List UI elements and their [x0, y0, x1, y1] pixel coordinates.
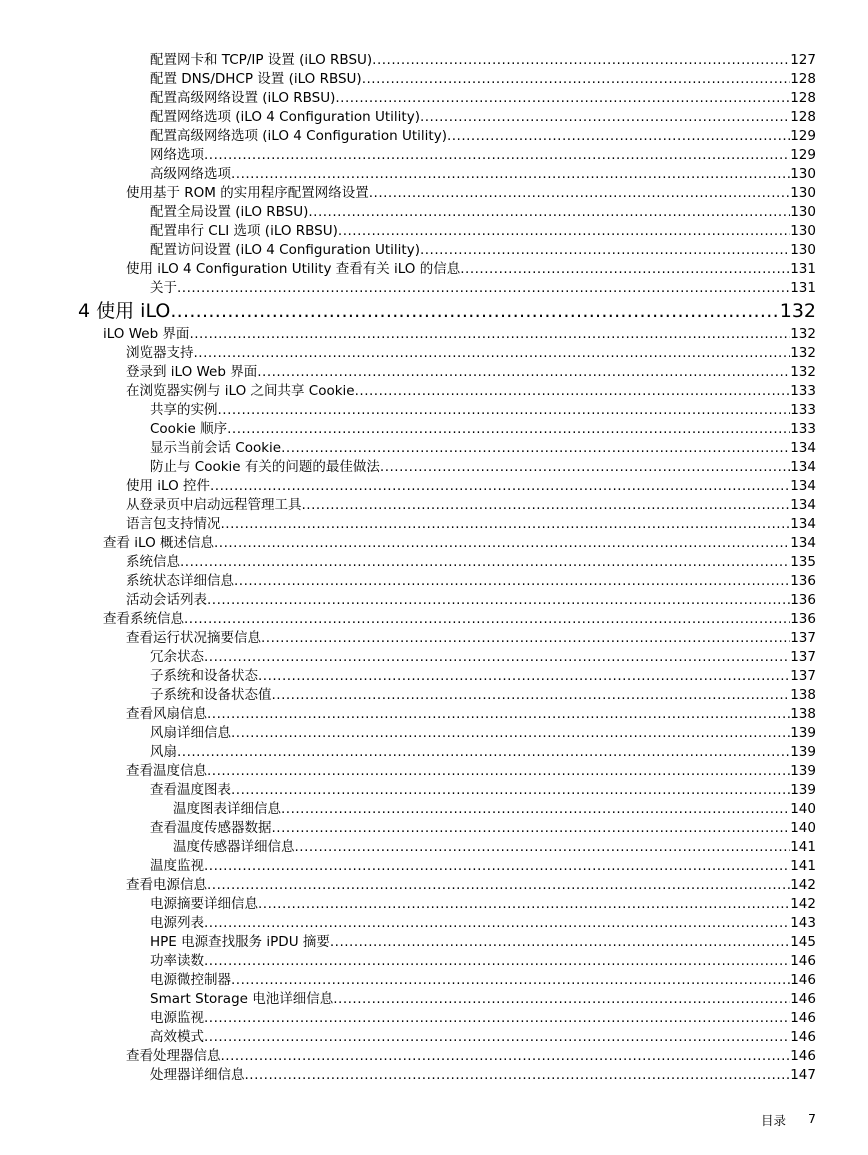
toc-entry-title: 查看温度图表: [150, 782, 231, 798]
toc-entry[interactable]: [0, 279, 868, 298]
toc-leader-dots: [214, 534, 790, 553]
toc-entry-title: 查看温度传感器数据: [150, 820, 272, 836]
toc-entry-page: 130: [790, 223, 816, 239]
toc-entry-title: 子系统和设备状态值: [150, 687, 272, 703]
toc-entry[interactable]: [0, 108, 868, 127]
page-footer: [761, 1111, 816, 1129]
table-of-contents: [0, 51, 868, 1085]
toc-entry-title: 处理器详细信息: [150, 1067, 245, 1083]
toc-leader-dots: [204, 1028, 790, 1047]
toc-entry-title: 浏览器支持: [126, 345, 194, 361]
toc-entry[interactable]: [0, 667, 868, 686]
toc-entry-page: 134: [790, 440, 816, 456]
toc-entry-page: 143: [790, 915, 816, 931]
toc-entry[interactable]: [0, 857, 868, 876]
toc-entry-page: 139: [790, 782, 816, 798]
toc-entry[interactable]: [0, 610, 868, 629]
toc-entry-page: 129: [790, 147, 816, 163]
toc-leader-dots: [204, 1009, 790, 1028]
toc-entry-page: 141: [790, 858, 816, 874]
toc-entry[interactable]: [0, 420, 868, 439]
toc-entry-title: 查看运行状况摘要信息: [126, 630, 261, 646]
toc-leader-dots: [231, 165, 790, 184]
toc-leader-dots: [420, 108, 790, 127]
toc-leader-dots: [330, 933, 790, 952]
toc-entry-page: 130: [790, 242, 816, 258]
toc-entry[interactable]: [0, 971, 868, 990]
toc-entry-page: 134: [790, 516, 816, 532]
toc-entry[interactable]: [0, 241, 868, 260]
toc-entry-page: 146: [790, 1029, 816, 1045]
toc-leader-dots: [210, 477, 790, 496]
toc-entry-title: 配置网卡和 TCP/IP 设置 (iLO RBSU): [150, 52, 373, 68]
toc-entry-title: 系统信息: [126, 554, 180, 570]
toc-entry-title: 冗余状态: [150, 649, 204, 665]
toc-entry[interactable]: [0, 952, 868, 971]
toc-entry-page: 128: [790, 71, 816, 87]
toc-leader-dots: [272, 686, 791, 705]
toc-entry-title: 活动会话列表: [126, 592, 207, 608]
toc-entry-page: 140: [790, 820, 816, 836]
toc-entry[interactable]: [0, 165, 868, 184]
toc-entry-page: 147: [790, 1067, 816, 1083]
toc-entry[interactable]: [0, 1009, 868, 1028]
toc-leader-dots: [335, 89, 790, 108]
toc-entry-page: 138: [790, 687, 816, 703]
toc-leader-dots: [189, 325, 790, 344]
toc-entry-title: 高效模式: [150, 1029, 204, 1045]
toc-leader-dots: [245, 1066, 791, 1085]
toc-entry-title: 关于: [150, 280, 177, 296]
toc-leader-dots: [372, 51, 790, 70]
toc-entry-title: 查看风扇信息: [126, 706, 207, 722]
toc-entry[interactable]: [0, 553, 868, 572]
toc-leader-dots: [362, 70, 791, 89]
toc-entry[interactable]: [0, 534, 868, 553]
toc-entry[interactable]: [0, 686, 868, 705]
toc-entry[interactable]: [0, 819, 868, 838]
toc-leader-dots: [221, 1047, 791, 1066]
toc-entry-title: 共享的实例: [150, 402, 218, 418]
toc-entry[interactable]: [0, 222, 868, 241]
toc-entry[interactable]: [0, 648, 868, 667]
toc-entry-title: 配置全局设置 (iLO RBSU): [150, 204, 309, 220]
toc-entry[interactable]: [0, 184, 868, 203]
toc-entry-page: 133: [790, 383, 816, 399]
toc-leader-dots: [355, 382, 791, 401]
toc-entry[interactable]: [0, 382, 868, 401]
toc-entry-page: 136: [790, 573, 816, 589]
toc-leader-dots: [231, 971, 790, 990]
toc-leader-dots: [295, 838, 791, 857]
toc-entry-page: 134: [790, 497, 816, 513]
toc-entry-page: 137: [790, 668, 816, 684]
toc-entry-title: 温度图表详细信息: [173, 801, 281, 817]
toc-entry-page: 142: [790, 896, 816, 912]
toc-leader-dots: [302, 496, 791, 515]
toc-entry-page: 134: [790, 459, 816, 475]
toc-leader-dots: [184, 610, 790, 629]
toc-entry[interactable]: [0, 876, 868, 895]
toc-entry[interactable]: [0, 51, 868, 70]
toc-entry-page: 129: [790, 128, 816, 144]
toc-entry[interactable]: [0, 127, 868, 146]
toc-leader-dots: [207, 876, 790, 895]
toc-entry-page: 128: [790, 90, 816, 106]
toc-entry-title: 显示当前会话 Cookie: [150, 440, 282, 456]
toc-entry-title: 功率读数: [150, 953, 204, 969]
toc-leader-dots: [420, 241, 790, 260]
toc-leader-dots: [369, 184, 790, 203]
toc-entry-page: 139: [790, 744, 816, 760]
toc-entry[interactable]: [0, 1066, 868, 1085]
toc-entry[interactable]: [0, 572, 868, 591]
toc-entry-title: 查看温度信息: [126, 763, 207, 779]
toc-entry[interactable]: [0, 838, 868, 857]
toc-entry-title: 风扇: [150, 744, 177, 760]
footer-section-label: 目录: [761, 1113, 787, 1128]
toc-entry-page: 146: [790, 991, 816, 1007]
toc-entry[interactable]: [0, 344, 868, 363]
toc-entry-title: 4 使用 iLO: [78, 300, 171, 322]
toc-leader-dots: [227, 420, 790, 439]
toc-entry-title: 配置高级网络选项 (iLO 4 Configuration Utility): [150, 128, 447, 144]
toc-entry-title: 配置串行 CLI 选项 (iLO RBSU): [150, 223, 338, 239]
toc-entry-page: 146: [790, 1010, 816, 1026]
toc-leader-dots: [258, 895, 790, 914]
toc-entry-page: 135: [790, 554, 816, 570]
toc-entry[interactable]: [0, 591, 868, 610]
toc-leader-dots: [204, 914, 790, 933]
toc-entry-page: 132: [790, 345, 816, 361]
toc-entry[interactable]: [0, 70, 868, 89]
toc-entry[interactable]: [0, 325, 868, 344]
toc-entry[interactable]: [0, 1047, 868, 1066]
toc-leader-dots: [447, 127, 790, 146]
toc-leader-dots: [333, 990, 790, 1009]
toc-entry[interactable]: [0, 705, 868, 724]
toc-entry[interactable]: [0, 515, 868, 534]
toc-entry-title: 风扇详细信息: [150, 725, 231, 741]
toc-leader-dots: [281, 800, 790, 819]
toc-chapter-entry[interactable]: [0, 300, 868, 323]
toc-entry-page: 146: [790, 953, 816, 969]
toc-leader-dots: [231, 724, 790, 743]
toc-entry-page: 139: [790, 763, 816, 779]
toc-entry-title: 使用基于 ROM 的实用程序配置网络设置: [126, 185, 369, 201]
toc-leader-dots: [194, 344, 791, 363]
toc-leader-dots: [272, 819, 791, 838]
toc-entry[interactable]: [0, 743, 868, 762]
toc-entry-page: 137: [790, 630, 816, 646]
toc-entry[interactable]: [0, 895, 868, 914]
toc-leader-dots: [221, 515, 791, 534]
toc-leader-dots: [231, 781, 790, 800]
toc-entry[interactable]: [0, 914, 868, 933]
toc-entry-title: 在浏览器实例与 iLO 之间共享 Cookie: [126, 383, 355, 399]
toc-entry-title: 温度监视: [150, 858, 204, 874]
toc-entry-page: 134: [790, 478, 816, 494]
toc-entry-title: 使用 iLO 4 Configuration Utility 查看有关 iLO 的信息: [126, 261, 461, 277]
toc-entry-title: 高级网络选项: [150, 166, 231, 182]
toc-entry-title: 防止与 Cookie 有关的问题的最佳做法: [150, 459, 380, 475]
toc-entry-title: HPE 电源查找服务 iPDU 摘要: [150, 934, 330, 950]
toc-entry-title: 从登录页中启动远程管理工具: [126, 497, 302, 513]
toc-entry[interactable]: [0, 933, 868, 952]
toc-entry-page: 131: [790, 261, 816, 277]
toc-entry[interactable]: [0, 990, 868, 1009]
toc-entry-title: 登录到 iLO Web 界面: [126, 364, 258, 380]
toc-entry-page: 137: [790, 649, 816, 665]
toc-leader-dots: [177, 279, 790, 298]
toc-entry-title: Smart Storage 电池详细信息: [150, 991, 334, 1007]
toc-entry-page: 132: [779, 300, 816, 322]
toc-entry[interactable]: [0, 762, 868, 781]
toc-entry[interactable]: [0, 800, 868, 819]
toc-leader-dots: [177, 743, 790, 762]
toc-entry-title: 查看电源信息: [126, 877, 207, 893]
toc-entry[interactable]: [0, 401, 868, 420]
toc-entry-page: 130: [790, 166, 816, 182]
toc-leader-dots: [338, 222, 790, 241]
toc-entry-title: 电源列表: [150, 915, 204, 931]
toc-leader-dots: [207, 591, 790, 610]
toc-entry[interactable]: [0, 496, 868, 515]
toc-entry[interactable]: [0, 146, 868, 165]
toc-entry-page: 127: [790, 52, 816, 68]
toc-entry-page: 141: [790, 839, 816, 855]
toc-entry-title: 配置 DNS/DHCP 设置 (iLO RBSU): [150, 71, 362, 87]
toc-entry-title: 配置网络选项 (iLO 4 Configuration Utility): [150, 109, 420, 125]
toc-entry-page: 134: [790, 535, 816, 551]
toc-entry-page: 132: [790, 326, 816, 342]
toc-entry-title: Cookie 顺序: [150, 421, 228, 437]
toc-leader-dots: [204, 648, 790, 667]
toc-entry[interactable]: [0, 203, 868, 222]
toc-entry-title: 查看 iLO 概述信息: [103, 535, 214, 551]
toc-leader-dots: [207, 705, 790, 724]
toc-entry-page: 131: [790, 280, 816, 296]
toc-entry-title: 电源监视: [150, 1010, 204, 1026]
toc-entry-page: 136: [790, 592, 816, 608]
toc-entry-page: 138: [790, 706, 816, 722]
toc-entry[interactable]: [0, 458, 868, 477]
toc-entry-page: 145: [790, 934, 816, 950]
toc-leader-dots: [204, 857, 790, 876]
footer-page-number: 7: [808, 1111, 816, 1126]
toc-entry[interactable]: [0, 1028, 868, 1047]
toc-entry[interactable]: [0, 629, 868, 648]
toc-entry-title: 温度传感器详细信息: [173, 839, 295, 855]
toc-entry-page: 140: [790, 801, 816, 817]
toc-entry-page: 146: [790, 1048, 816, 1064]
toc-entry-page: 139: [790, 725, 816, 741]
toc-leader-dots: [258, 667, 790, 686]
toc-entry[interactable]: [0, 781, 868, 800]
toc-entry-page: 132: [790, 364, 816, 380]
toc-entry-title: 电源微控制器: [150, 972, 231, 988]
toc-leader-dots: [204, 146, 790, 165]
toc-entry-title: 语言包支持情况: [126, 516, 221, 532]
toc-entry-page: 146: [790, 972, 816, 988]
toc-leader-dots: [207, 762, 790, 781]
toc-entry[interactable]: [0, 724, 868, 743]
toc-entry-title: 配置访问设置 (iLO 4 Configuration Utility): [150, 242, 420, 258]
toc-entry[interactable]: [0, 477, 868, 496]
toc-entry-page: 136: [790, 611, 816, 627]
toc-leader-dots: [218, 401, 791, 420]
toc-leader-dots: [234, 572, 790, 591]
toc-leader-dots: [460, 260, 790, 279]
toc-entry-page: 142: [790, 877, 816, 893]
toc-entry-title: 查看系统信息: [103, 611, 184, 627]
toc-entry-page: 133: [790, 402, 816, 418]
toc-leader-dots: [380, 458, 790, 477]
toc-leader-dots: [261, 629, 790, 648]
toc-entry[interactable]: [0, 89, 868, 108]
toc-leader-dots: [308, 203, 790, 222]
toc-entry-title: 配置高级网络设置 (iLO RBSU): [150, 90, 336, 106]
toc-leader-dots: [204, 952, 790, 971]
toc-leader-dots: [281, 439, 790, 458]
toc-entry-page: 130: [790, 204, 816, 220]
toc-entry-title: iLO Web 界面: [103, 326, 190, 342]
toc-entry-page: 130: [790, 185, 816, 201]
toc-entry-title: 电源摘要详细信息: [150, 896, 258, 912]
toc-entry[interactable]: [0, 439, 868, 458]
toc-entry-title: 系统状态详细信息: [126, 573, 234, 589]
toc-entry-page: 128: [790, 109, 816, 125]
toc-entry-title: 使用 iLO 控件: [126, 478, 210, 494]
toc-leader-dots: [180, 553, 790, 572]
toc-entry-title: 查看处理器信息: [126, 1048, 221, 1064]
toc-leader-dots: [257, 363, 790, 382]
toc-entry[interactable]: [0, 260, 868, 279]
toc-leader-dots: [170, 300, 779, 323]
toc-entry[interactable]: [0, 363, 868, 382]
toc-entry-title: 子系统和设备状态: [150, 668, 258, 684]
toc-entry-page: 133: [790, 421, 816, 437]
toc-entry-title: 网络选项: [150, 147, 204, 163]
